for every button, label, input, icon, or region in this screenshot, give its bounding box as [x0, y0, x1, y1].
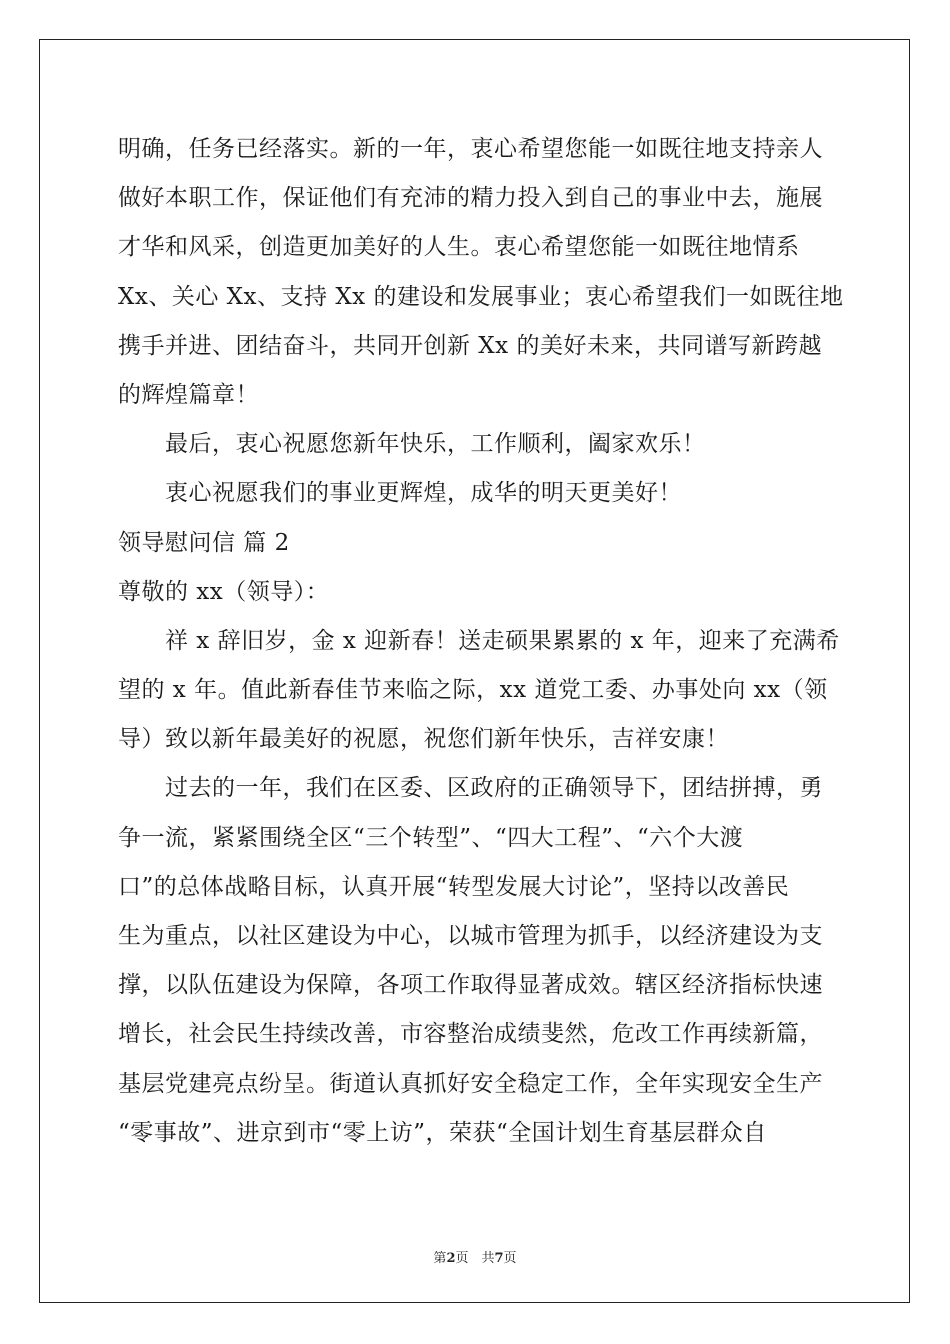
text-line: 望的 x 年。值此新春佳节来临之际，xx 道党工委、办事处向 xx（领: [118, 677, 828, 704]
text-line: 祥 x 辞旧岁，金 x 迎新春！送走硕果累累的 x 年，迎来了充满希: [165, 627, 840, 654]
text-line: 才华和风采，创造更加美好的人生。衷心希望您能一如既往地情系: [118, 234, 800, 261]
text-line: 争一流，紧紧围绕全区“三个转型”、“四大工程”、“六个大渡: [118, 824, 744, 851]
text-line: 过去的一年，我们在区委、区政府的正确领导下，团结拼搏，勇: [165, 775, 823, 802]
current-page-number: 2: [446, 1251, 456, 1266]
text-line: 口”的总体战略目标，认真开展“转型发展大讨论”，坚持以改善民: [118, 873, 790, 900]
text-line: 最后，衷心祝愿您新年快乐，工作顺利，阖家欢乐！: [165, 431, 706, 458]
footer-middle: 页 共: [455, 1251, 495, 1266]
text-line: 尊敬的 xx（领导）：: [118, 578, 330, 605]
text-line: Xx、关心 Xx、支持 Xx 的建设和发展事业；衷心希望我们一如既往地: [118, 283, 844, 310]
text-line: 撑，以队伍建设为保障，各项工作取得显著成效。辖区经济指标快速: [118, 972, 823, 999]
text-line: 基层党建亮点纷呈。街道认真抓好安全稳定工作，全年实现安全生产: [118, 1070, 823, 1097]
total-page-count: 7: [494, 1251, 504, 1266]
text-line: 的辉煌篇章！: [118, 381, 259, 408]
text-line: 领导慰问信 篇 2: [118, 529, 290, 556]
text-line: 明确，任务已经落实。新的一年，衷心希望您能一如既往地支持亲人: [118, 136, 823, 162]
document-body: [118, 125, 844, 1158]
text-line: 导）致以新年最美好的祝愿，祝您们新年快乐，吉祥安康！: [118, 726, 729, 753]
text-line: 衷心祝愿我们的事业更辉煌，成华的明天更美好！: [165, 480, 682, 507]
text-line: 生为重点，以社区建设为中心，以城市管理为抓手，以经济建设为支: [118, 923, 823, 949]
page-footer: [0, 1247, 950, 1266]
footer-suffix: 页: [503, 1251, 517, 1266]
text-line: 做好本职工作，保证他们有充沛的精力投入到自己的事业中去，施展: [118, 185, 823, 212]
text-line: 携手并进、团结奋斗，共同开创新 Xx 的美好未来，共同谱写新跨越: [118, 332, 822, 359]
footer-prefix: 第: [433, 1251, 447, 1266]
text-line: “零事故”、进京到市“零上访”，荣获“全国计划生育基层群众自: [118, 1119, 767, 1146]
text-line: 增长，社会民生持续改善，市容整治成绩斐然，危改工作再续新篇，: [118, 1021, 823, 1048]
